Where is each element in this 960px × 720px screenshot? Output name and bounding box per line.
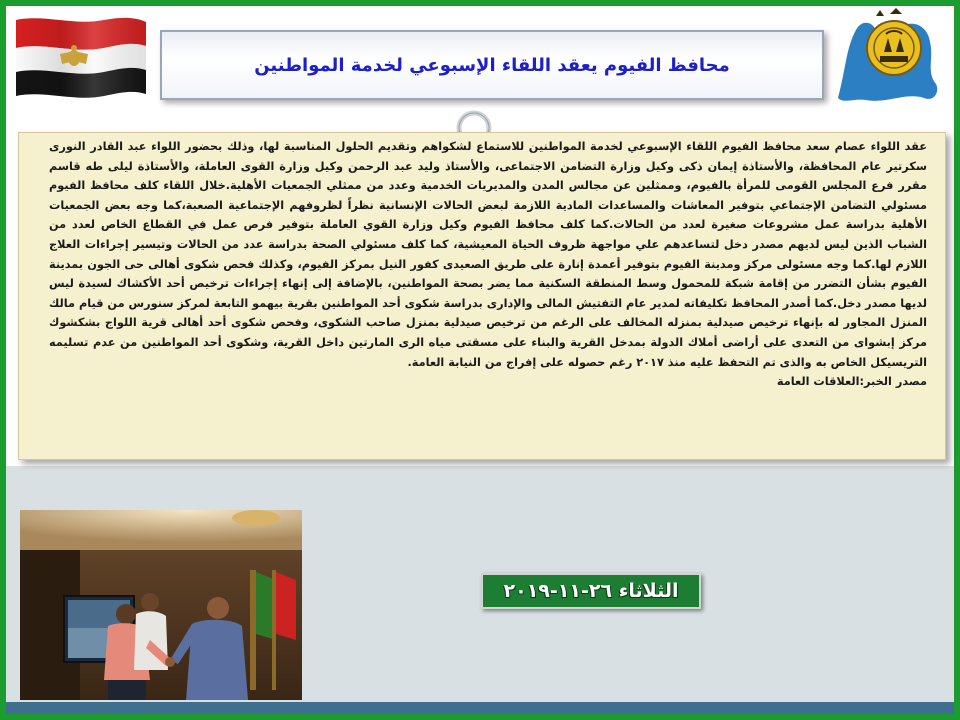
article-source: مصدر الخبر:العلاقات العامة	[776, 375, 927, 389]
date-label: الثلاثاء ٢٦-١١-٢٠١٩	[481, 573, 701, 609]
news-article	[18, 132, 946, 460]
fayoum-governorate-logo-icon	[836, 8, 944, 106]
article-body: عقد اللواء عصام سعد محافظ الفيوم اللقاء الإسبوعي لخدمة المواطنين للاستماع لشكواهم وتقديم الحلول المناسبة لها، وذلك بحضور اللواء عبد القادر النورى سكرتير عام المحافظة، والأستاذة إيمان ذكى وكيل وزارة التضامن الاجتماعى، والأستاذ وليد عبد الرحمن وكيل وزارة القوى العاملة، والأستاذة ليلى طه قاسم مقرر فرع المجلس القومى للمرأة بالفيوم، وممثلين عن مجالس المدن والمديريات الخدمية وعدد من ممثلي الجمعيات الأهلية.خلال اللقاء كلف محافظ الفيوم مسئولي التضامن الإجتماعي بتوفير المعاشات والمساعدات المادية اللازمة لبعض الحالات الإنسانية نظراً لظروفهم الإجتماعية الصعبة،كما وجه بعض الجمعيات الأهلية بدراسة عمل مشروعات صغيرة لعدد من الحالات.كما كلف محافظ الفيوم وكيل وزارة القوي العاملة بتوفير فرص عمل في القطاع الخاص لعدد من الشباب الذين ليس لديهم مصدر دخل لتساعدهم علي مواجهة ظروف الحياة المعيشية، كما كلف مسئولي الصحة بدراسة عدد من الحالات وتيسير إجراءات العلاج اللازم لها.كما وجه مسئولى مركز ومدينة الفيوم بتوفير أعمدة إنارة على طريق الصعيدى كفور النيل بمركز الفيوم، وكذلك فحص شكوى أهالى حى الجون بمدينة الفيوم بشأن التضرر من إقامة شبكة للمحمول وسط المنطقة السكنية مما يضر بصحة المواطنين، بالإضافة إلى إنهاء إجراءات ترخيص أحد الأكشاك لسيدة ليس لديها مصدر دخل.كما أصدر المحافظ تكليفاته لمدير عام التفتيش المالى والإدارى بدراسة شكوى أحد المواطنين بقرية بيهمو التابعة لمركز سنورس من قيام مالك المنزل المجاور له بإنهاء ترخيص صيدلية بمنزله المخالف على الرغم من ترخيص صيدلية بمنزل صاحب الشكوى، وفحص شكوى أحد أهالى قرية اللواج بشكشوك مركز إبشواى من التعدى على أراضى أملاك الدولة بمدخل القرية والبناء على مسقتى مياه الرى المارتين داخل القرية، وشكوى أحد المواطنين من عدم تسليمه التريسيكل الخاص به والذى تم التحفظ عليه منذ ٢٠١٧ رغم حصوله على إفراج من النيابة العامة.	[49, 140, 927, 369]
title-banner	[160, 30, 824, 100]
meeting-photo-icon	[20, 510, 302, 700]
page-title: محافظ الفيوم يعقد اللقاء الإسبوعي لخدمة المواطنين	[254, 54, 730, 76]
egypt-flag-icon	[14, 12, 148, 102]
bottom-strip	[6, 702, 954, 714]
